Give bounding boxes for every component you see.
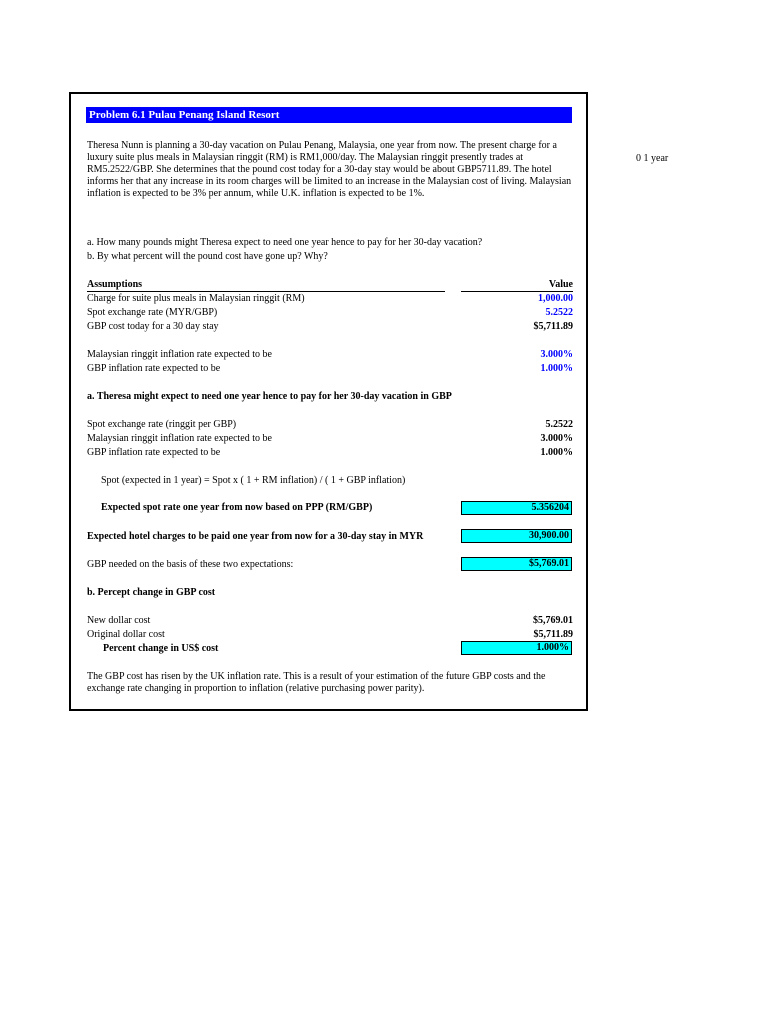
part-a-gbp-inflation-row	[87, 446, 573, 459]
myr-inflation-value: 3.000%	[540, 349, 573, 360]
new-cost-value: $5,769.01	[533, 615, 573, 626]
gbp-cost-row	[87, 320, 573, 333]
hotel-charges-value: 30,900.00	[461, 529, 572, 543]
expected-spot-row	[101, 501, 451, 514]
gbp-cost-label: GBP cost today for a 30 day stay	[87, 321, 219, 332]
pct-change-label: Percent change in US$ cost	[103, 643, 219, 654]
orig-cost-row	[87, 628, 573, 641]
gbp-inflation-label: GBP inflation rate expected to be	[87, 363, 221, 374]
part-b-heading-row	[87, 586, 573, 599]
part-a-myr-inflation-label: Malaysian ringgit inflation rate expected to be	[87, 433, 272, 444]
question-b	[87, 250, 573, 263]
problem-title: Problem 6.1 Pulau Penang Island Resort	[86, 107, 572, 123]
charge-label: Charge for suite plus meals in Malaysian ringgit (RM)	[87, 293, 305, 304]
orig-cost-value: $5,711.89	[533, 629, 573, 640]
orig-cost-label: Original dollar cost	[87, 629, 165, 640]
expected-spot-value: 5.356204	[461, 501, 572, 515]
part-a-gbp-inflation-value: 1.000%	[540, 447, 573, 458]
expected-spot-label: Expected spot rate one year from now based on PPP (RM/GBP)	[101, 502, 373, 513]
part-a-heading-row	[87, 390, 573, 403]
question-a	[87, 236, 573, 249]
gbp-needed-label: GBP needed on the basis of these two expectations:	[87, 559, 294, 570]
hotel-charges-row	[87, 530, 457, 543]
gbp-inflation-value: 1.000%	[540, 363, 573, 374]
ppp-formula: Spot (expected in 1 year) = Spot x ( 1 + RM inflation) / ( 1 + GBP inflation)	[101, 475, 406, 486]
question-b-text: b. By what percent will the pound cost have gone up? Why?	[87, 251, 328, 262]
new-cost-label: New dollar cost	[87, 615, 151, 626]
pct-change-value: 1.000%	[461, 641, 572, 655]
formula-row	[101, 474, 571, 487]
gbp-needed-value: $5,769.01	[461, 557, 572, 571]
assumptions-header: Assumptions	[87, 279, 143, 290]
part-a-spot-value: 5.2522	[545, 419, 573, 430]
part-a-myr-inflation-row	[87, 432, 573, 445]
myr-inflation-label: Malaysian ringgit inflation rate expected to be	[87, 349, 272, 360]
gbp-inflation-row	[87, 362, 573, 375]
part-a-spot-label: Spot exchange rate (ringgit per GBP)	[87, 419, 237, 430]
part-a-myr-inflation-value: 3.000%	[540, 433, 573, 444]
question-a-text: a. How many pounds might Theresa expect to need one year hence to pay for her 30-day vacation?	[87, 237, 483, 248]
spot-row	[87, 306, 573, 319]
charge-row	[87, 292, 573, 305]
myr-inflation-row	[87, 348, 573, 361]
value-header: Value	[548, 279, 573, 290]
part-a-gbp-inflation-label: GBP inflation rate expected to be	[87, 447, 221, 458]
gbp-cost-value: $5,711.89	[533, 321, 573, 332]
spot-label: Spot exchange rate (MYR/GBP)	[87, 307, 218, 318]
part-b-heading: b. Percept change in GBP cost	[87, 587, 216, 598]
part-a-spot-row	[87, 418, 573, 431]
assumptions-header-row	[87, 278, 573, 291]
side-note: 0 1 year	[636, 153, 669, 164]
new-cost-row	[87, 614, 573, 627]
part-a-heading: a. Theresa might expect to need one year hence to pay for her 30-day vacation in GBP	[87, 391, 452, 402]
problem-intro: Theresa Nunn is planning a 30-day vacation on Pulau Penang, Malaysia, one year from now. The present charge for a luxury suite plus meals in Malaysian ringgit (RM) is RM1,000/day. The Malaysian ringgit presently trades at RM5.2522/GBP. She determines that the pound cost today for a 30-day stay would be about GBP5711.89. The hotel informs her that any increase in its room charges will be limited to an increase in the Malaysian cost of living. Malaysian inflation is expected to be 3% per annum, while U.K. inflation is expected to be 1%.	[87, 140, 572, 199]
conclusion: The GBP cost has risen by the UK inflation rate. This is a result of your estimation of the future GBP costs and the exchange rate changing in proportion to inflation (relative purchasing power parity).	[87, 671, 546, 694]
gbp-needed-row	[87, 558, 437, 571]
hotel-charges-label: Expected hotel charges to be paid one year from now for a 30-day stay in MYR	[87, 531, 424, 542]
pct-change-row	[103, 642, 403, 655]
spot-value: 5.2522	[545, 307, 573, 318]
charge-value: 1,000.00	[538, 293, 573, 304]
